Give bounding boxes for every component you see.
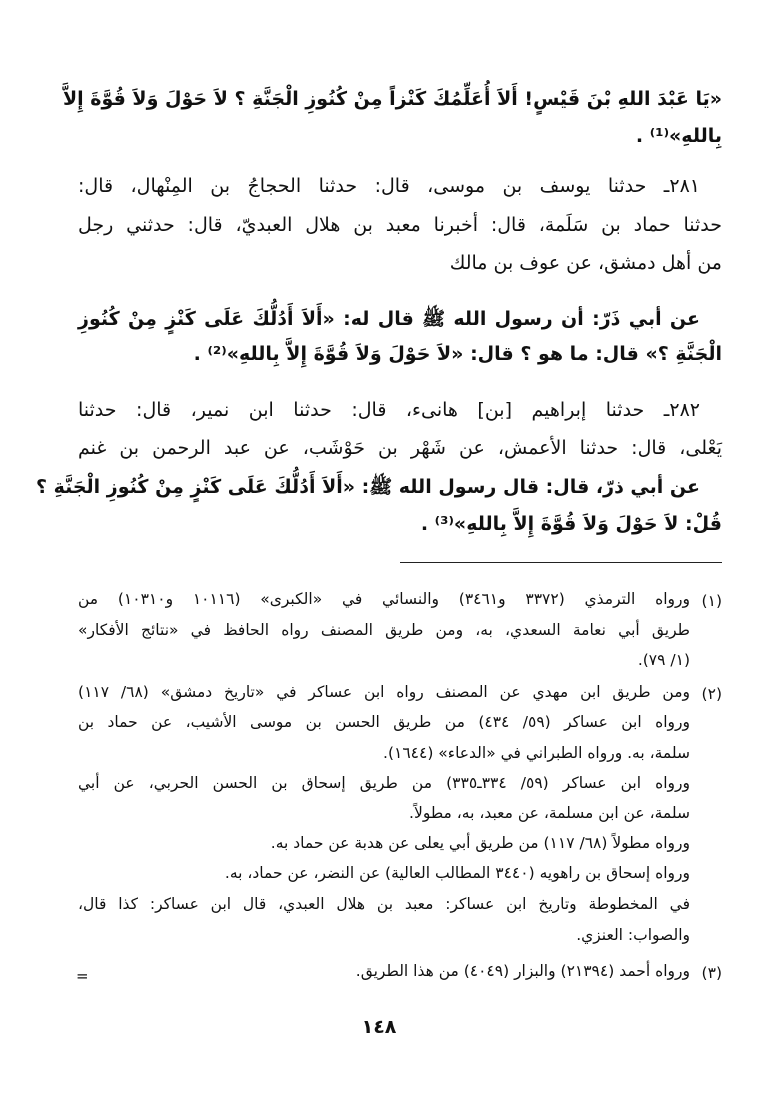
footnote-number: (٢) bbox=[701, 685, 722, 703]
page-number: ١٤٨ bbox=[361, 1016, 397, 1038]
footnote-line: ورواه ابن عساكر (٥٩/ ٣٣٤ـ٣٣٥) من طريق إسحاق بن الحسن الحربي، عن أبي bbox=[78, 774, 690, 792]
footnote-line: ورواه أحمد (٢١٣٩٤) والبزار (٤٠٤٩) من هذا الطريق. bbox=[355, 962, 690, 980]
footnote-line: ورواه إسحاق بن راهويه (٣٤٤٠ المطالب العالية) عن النضر، عن حماد، به. bbox=[224, 864, 690, 882]
footnote-line: طريق أبي نعامة السعدي، به، ومن طريق المصنف رواه الحافظ في «نتائج الأفكار» bbox=[78, 621, 690, 639]
main-text-line: عن أبي ذرّ، قال: قال رسول الله ﷺ: «أَلاَ أَدُلُّكَ عَلَى كَنْزٍ مِنْ كُنُوزِ الْجَنَّةِ ؟ bbox=[35, 476, 700, 498]
main-text-line: قُلْ: لاَ حَوْلَ وَلاَ قُوَّةَ إِلاَّ بِاللهِ»⁽³⁾ . bbox=[420, 513, 722, 535]
continuation-mark: = bbox=[76, 967, 89, 985]
main-text-line: الْجَنَّةِ ؟» قال: ما هو ؟ قال: «لاَ حَوْلَ وَلاَ قُوَّةَ إِلاَّ بِاللهِ»⁽²⁾ . bbox=[193, 343, 722, 365]
main-text-line: «يَا عَبْدَ اللهِ بْنَ قَيْسٍ! أَلاَ أُعَلِّمُكَ كَنْزاً مِنْ كُنُوزِ الْجَنَّةِ ؟ لاَ حَوْلَ وَلاَ قُوَّةَ إِلاَّ bbox=[62, 88, 722, 110]
main-text-line: يَعْلى، قال: حدثنا الأعمش، عن شَهْر بن حَوْشَب، عن عبد الرحمن بن غنم bbox=[78, 437, 722, 459]
main-text-line: ٢٨١ـ حدثنا يوسف بن موسى، قال: حدثنا الحجاجُ بن المِنْهال، قال: bbox=[78, 175, 700, 197]
footnote-line: ورواه الترمذي (٣٣٧٢ و٣٤٦١) والنسائي في «الكبرى» (١٠١١٦ و١٠٣١٠) من bbox=[78, 590, 690, 608]
main-text-line: عن أبي ذَرّ: أن رسول الله ﷺ قال له: «أَلاَ أَدُلُّكَ عَلَى كَنْزٍ مِنْ كُنُوزِ bbox=[78, 308, 700, 330]
main-text-line: بِاللهِ»⁽¹⁾ . bbox=[635, 125, 722, 147]
main-text-line: حدثنا حماد بن سَلَمة، قال: أخبرنا معبد بن هلال العبديّ، قال: حدثني رجل bbox=[78, 214, 722, 236]
footnote-line: ورواه مطولاً (٦٨/ ١١٧) من طريق أبي يعلى عن هدبة عن حماد به. bbox=[270, 834, 690, 852]
footnote-number: (١) bbox=[701, 592, 722, 610]
footnote-line: في المخطوطة وتاريخ ابن عساكر: معبد بن هلال العبدي، قال ابن عساكر: كذا قال، bbox=[78, 895, 690, 913]
footnote-line: سلمة، عن ابن مسلمة، عن معبد، به، مطولاً. bbox=[409, 804, 690, 822]
main-text-line: من أهل دمشق، عن عوف بن مالك bbox=[449, 252, 722, 274]
main-text-line: ٢٨٢ـ حدثنا إبراهيم [بن] هانىء، قال: حدثنا ابن نمير، قال: حدثنا bbox=[78, 399, 700, 421]
footnote-line: (١/ ٧٩). bbox=[637, 651, 690, 669]
footnote-line: والصواب: العنزي. bbox=[576, 926, 690, 944]
footnote-number: (٣) bbox=[701, 964, 722, 982]
footnote-line: ورواه ابن عساكر (٥٩/ ٤٣٤) من طريق الحسن بن موسى الأشيب، عن حماد بن bbox=[78, 713, 690, 731]
footnote-separator bbox=[400, 562, 722, 563]
footnote-line: ومن طريق ابن مهدي عن المصنف رواه ابن عساكر في «تاريخ دمشق» (٦٨/ ١١٧) bbox=[78, 683, 690, 701]
footnote-line: سلمة، به. ورواه الطبراني في «الدعاء» (١٦٤٤). bbox=[383, 744, 690, 762]
